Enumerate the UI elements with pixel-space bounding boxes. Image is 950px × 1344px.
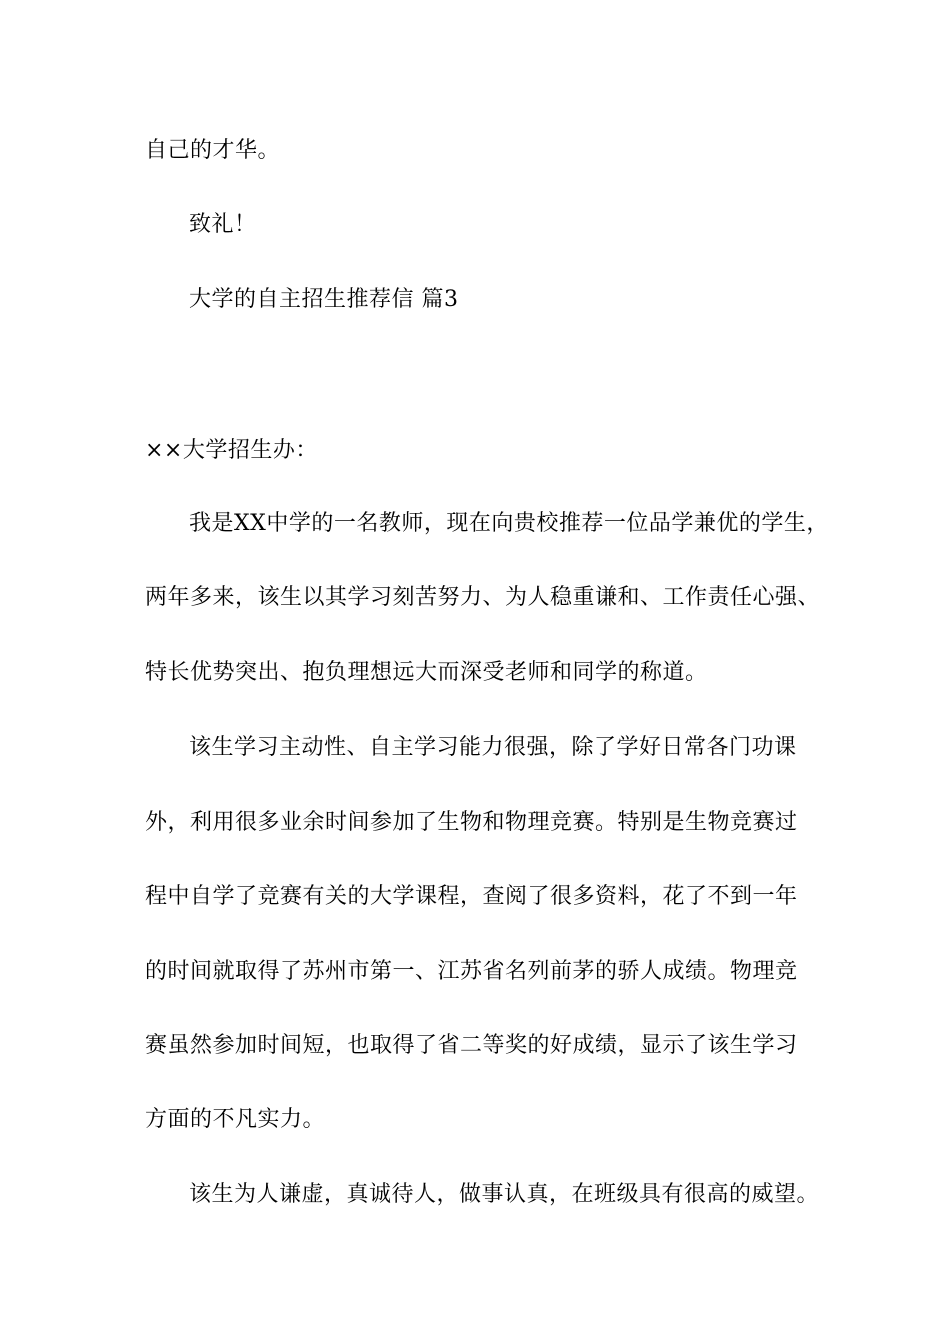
paragraph-line: 的时间就取得了苏州市第一、江苏省名列前茅的骄人成绩。物理竞 [145,959,798,984]
paragraph-line: 该生学习主动性、自主学习能力很强，除了学好日常各门功课 [189,735,797,760]
letter-addressee: ××大学招生办： [145,438,318,463]
paragraph-line: 赛虽然参加时间短，也取得了省二等奖的好成绩，显示了该生学习 [145,1033,798,1058]
paragraph-line: 程中自学了竞赛有关的大学课程，查阅了很多资料，花了不到一年 [145,884,798,909]
closing-salutation: 致礼！ [189,212,257,237]
section-heading: 大学的自主招生推荐信 篇3 [189,287,459,312]
paragraph-line: 外，利用很多业余时间参加了生物和物理竞赛。特别是生物竞赛过 [145,810,798,835]
paragraph-line: 我是XX中学的一名教师，现在向贵校推荐一位品学兼优的学生， [189,511,829,536]
paragraph-line: 特长优势突出、抱负理想远大而深受老师和同学的称道。 [145,660,708,685]
paragraph-line: 方面的不凡实力。 [145,1107,326,1132]
paragraph-line: 该生为人谦虚，真诚待人，做事认真，在班级具有很高的威望。 [189,1182,820,1207]
paragraph-line: 两年多来，该生以其学习刻苦努力、为人稳重谦和、工作责任心强、 [145,585,821,610]
paragraph-line: 自己的才华。 [145,138,281,163]
